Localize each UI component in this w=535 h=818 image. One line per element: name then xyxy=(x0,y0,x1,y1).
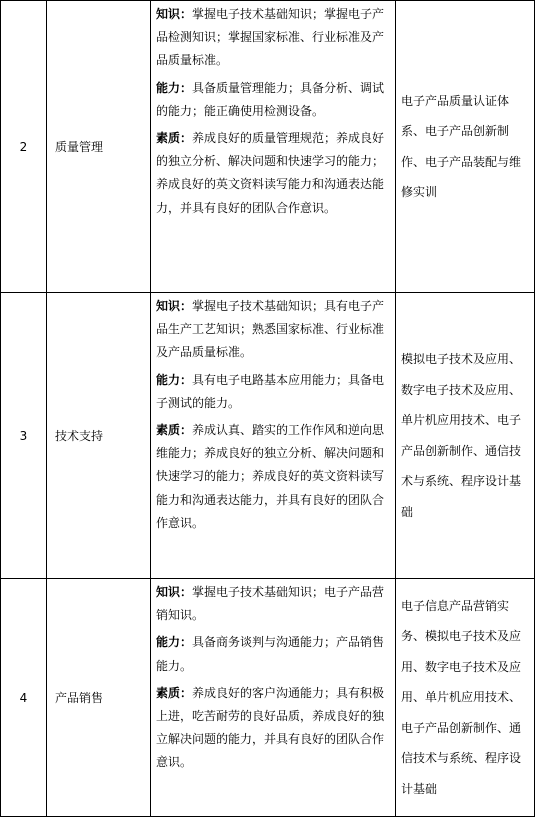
knowledge-label: 知识： xyxy=(156,7,193,21)
table-row xyxy=(1,1,535,293)
ability-text: 具备商务谈判与沟通能力；产品销售能力。 xyxy=(156,635,385,673)
ability-label: 能力： xyxy=(156,635,193,650)
position-name: 质量管理 xyxy=(47,1,151,293)
ability-label: 能力： xyxy=(156,80,193,95)
table-row xyxy=(1,579,535,817)
ability-text: 具备质量管理能力；具备分析、调试的能力；能正确使用检测设备。 xyxy=(156,80,385,118)
knowledge-label: 知识： xyxy=(156,585,193,599)
knowledge-text: 掌握电子技术基础知识；电子产品营销知识。 xyxy=(156,585,385,623)
quality-block xyxy=(156,127,390,220)
ability-block xyxy=(156,369,390,415)
knowledge-block xyxy=(156,581,390,627)
position-name: 技术支持 xyxy=(47,293,151,579)
row-number: 4 xyxy=(1,579,47,817)
position-name: 产品销售 xyxy=(47,579,151,817)
knowledge-label: 知识： xyxy=(156,299,193,313)
quality-label: 素质： xyxy=(156,685,193,700)
related-courses: 电子信息产品营销实务、模拟电子技术及应用、数字电子技术及应用、单片机应用技术、电子产品创新制作、通信技术与系统、程序设计基础 xyxy=(396,579,535,817)
quality-text: 养成认真、踏实的工作作风和逆向思维能力；养成良好的独立分析、解决问题和快速学习的能力；养成良好的英文资料读写能力和沟通表达能力，并具有良好的团队合作意识。 xyxy=(156,423,385,530)
row-number: 2 xyxy=(1,1,47,293)
requirements-cell xyxy=(151,293,396,579)
ability-text: 具有电子电路基本应用能力；具备电子测试的能力。 xyxy=(156,372,385,410)
quality-block xyxy=(156,419,390,535)
knowledge-text: 掌握电子技术基础知识；掌握电子产品检测知识；掌握国家标准、行业标准及产品质量标准。 xyxy=(156,7,385,68)
ability-block xyxy=(156,77,390,123)
quality-label: 素质： xyxy=(156,131,193,146)
requirements-cell xyxy=(151,579,396,817)
related-courses: 模拟电子技术及应用、数字电子技术及应用、单片机应用技术、电子产品创新制作、通信技术与系统、程序设计基础 xyxy=(396,293,535,579)
knowledge-text: 掌握电子技术基础知识；具有电子产品生产工艺知识；熟悉国家标准、行业标准及产品质量标准。 xyxy=(156,299,385,360)
quality-label: 素质： xyxy=(156,423,193,438)
quality-text: 养成良好的质量管理规范；养成良好的独立分析、解决问题和快速学习的能力；养成良好的英文资料读写能力和沟通表达能力，并具有良好的团队合作意识。 xyxy=(156,131,385,215)
knowledge-block xyxy=(156,295,390,365)
requirements-cell xyxy=(151,1,396,293)
knowledge-block xyxy=(156,3,390,73)
quality-text: 养成良好的客户沟通能力；具有积极上进，吃苦耐劳的良好品质，养成良好的独立解决问题的能力，并具有良好的团队合作意识。 xyxy=(156,685,385,770)
row-number: 3 xyxy=(1,293,47,579)
ability-label: 能力： xyxy=(156,372,193,387)
related-courses: 电子产品质量认证体系、电子产品创新制作、电子产品装配与维修实训 xyxy=(396,1,535,293)
quality-block xyxy=(156,682,390,775)
ability-block xyxy=(156,631,390,677)
table-row xyxy=(1,293,535,579)
